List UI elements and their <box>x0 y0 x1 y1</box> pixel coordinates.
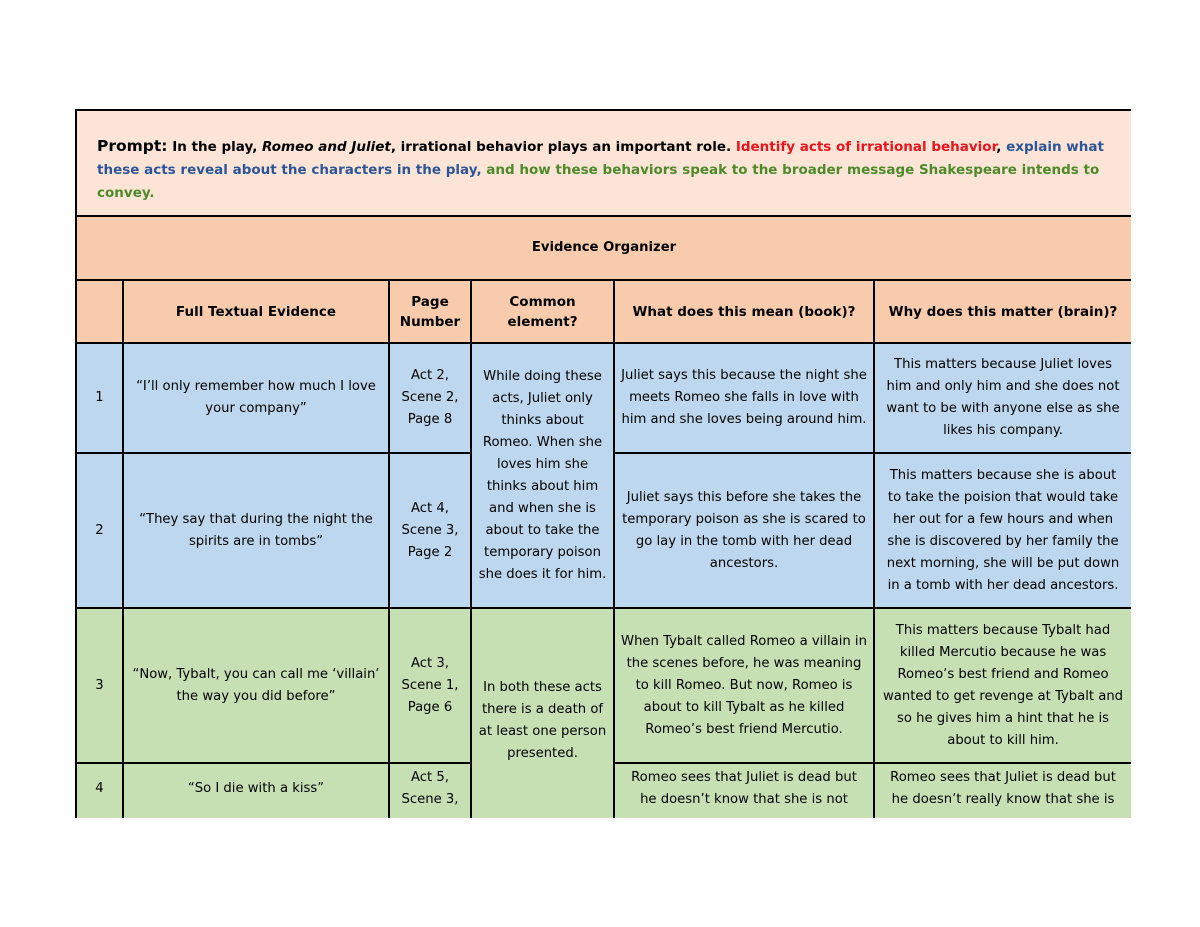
common-element-cell: In both these acts there is a death of at least one person presented. <box>471 608 614 818</box>
row-number: 4 <box>76 763 123 818</box>
book-cell: Juliet says this before she takes the temporary poison as she is scared to go lay in the tomb with her dead ancestors. <box>614 453 874 608</box>
prompt-task-message: and how these behaviors speak to the broader message Shakespeare intends to convey. <box>97 162 1100 201</box>
play-title: Romeo and Juliet <box>262 139 391 155</box>
header-row <box>76 280 1131 343</box>
page-cell: Act 4, Scene 3, Page 2 <box>389 453 471 608</box>
evidence-cell: “I’ll only remember how much I love your company” <box>123 343 389 453</box>
book-cell: When Tybalt called Romeo a villain in the scenes before, he was meaning to kill Romeo. But now, Romeo is about to kill Tybalt as he killed Romeo’s best friend Mercutio. <box>614 608 874 763</box>
row-number: 3 <box>76 608 123 763</box>
table-row <box>76 608 1131 763</box>
evidence-cell: “They say that during the night the spirits are in tombs” <box>123 453 389 608</box>
page-cell: Act 5, Scene 3, <box>389 763 471 818</box>
prompt-task-identify: Identify acts of irrational behavior <box>735 139 997 155</box>
prompt-cell <box>76 110 1131 216</box>
table-row <box>76 343 1131 453</box>
brain-cell: This matters because Juliet loves him and only him and she does not want to be with anyone else as she likes his company. <box>874 343 1131 453</box>
prompt-label: Prompt: <box>97 137 168 155</box>
organizer-title: Evidence Organizer <box>76 216 1131 280</box>
common-element-cell: While doing these acts, Juliet only thinks about Romeo. When she loves him she thinks about him and when she is about to take the temporary poison she does it for him. <box>471 343 614 608</box>
header-common-element: Common element? <box>471 280 614 343</box>
row-number: 1 <box>76 343 123 453</box>
prompt-task-explain: explain what these acts reveal about the characters in the play, <box>97 139 1104 178</box>
book-cell: Romeo sees that Juliet is dead but he doesn’t know that she is not <box>614 763 874 818</box>
header-book: What does this mean (book)? <box>614 280 874 343</box>
evidence-cell: “So I die with a kiss” <box>123 763 389 818</box>
book-cell: Juliet says this because the night she meets Romeo she falls in love with him and she loves being around him. <box>614 343 874 453</box>
evidence-organizer-table <box>75 109 1131 818</box>
brain-cell: This matters because she is about to take the poision that would take her out for a few hours and when she is discovered by her family the next morning, she will be put down in a tomb with her dead ancestors. <box>874 453 1131 608</box>
header-page-number: Page Number <box>389 280 471 343</box>
page-cell: Act 2, Scene 2, Page 8 <box>389 343 471 453</box>
page-cell: Act 3, Scene 1, Page 6 <box>389 608 471 763</box>
header-evidence: Full Textual Evidence <box>123 280 389 343</box>
row-number: 2 <box>76 453 123 608</box>
evidence-cell: “Now, Tybalt, you can call me ‘villain’ the way you did before” <box>123 608 389 763</box>
brain-cell: Romeo sees that Juliet is dead but he doesn’t really know that she is <box>874 763 1131 818</box>
brain-cell: This matters because Tybalt had killed Mercutio because he was Romeo’s best friend and Romeo wanted to get revenge at Tybalt and so he gives him a hint that he is about to kill him. <box>874 608 1131 763</box>
evidence-organizer-sheet <box>75 109 1131 818</box>
prompt-comma: , <box>996 139 1007 155</box>
header-number <box>76 280 123 343</box>
prompt-statement: , irrational behavior plays an important role. <box>390 139 736 155</box>
header-brain: Why does this matter (brain)? <box>874 280 1131 343</box>
prompt-intro: In the play, <box>167 139 263 155</box>
